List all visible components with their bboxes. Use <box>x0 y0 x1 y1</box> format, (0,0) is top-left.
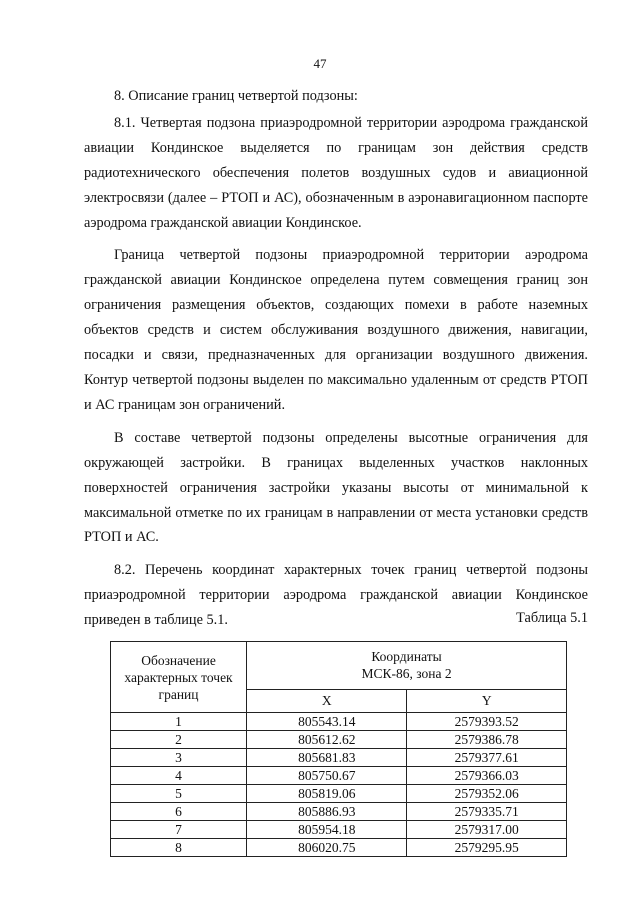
header-coordinates-title: Координаты <box>371 649 442 665</box>
cell-y: 2579393.52 <box>407 713 567 731</box>
cell-y: 2579377.61 <box>407 749 567 767</box>
cell-x: 805886.93 <box>247 803 407 821</box>
cell-x: 805681.83 <box>247 749 407 767</box>
cell-y: 2579295.95 <box>407 839 567 857</box>
cell-point-number: 7 <box>111 821 247 839</box>
cell-y: 2579317.00 <box>407 821 567 839</box>
paragraph-8-2: 8.2. Перечень координат характерных точек границ четвертой подзоны приаэродромной территории аэродрома гражданской авиации Кондинское приведен в таблице 5.1. <box>84 562 588 629</box>
header-y: Y <box>407 689 567 712</box>
cell-y: 2579386.78 <box>407 731 567 749</box>
table-row <box>111 785 567 803</box>
cell-x: 805819.06 <box>247 785 407 803</box>
table-caption: Таблица 5.1 <box>516 610 588 626</box>
cell-x: 806020.75 <box>247 839 407 857</box>
page-number: 47 <box>313 56 327 71</box>
header-point-designation: Обозначение характерных точек границ <box>111 642 247 713</box>
table-row <box>111 713 567 731</box>
cell-y: 2579335.71 <box>407 803 567 821</box>
cell-x: 805954.18 <box>247 821 407 839</box>
cell-x: 805750.67 <box>247 767 407 785</box>
cell-y: 2579352.06 <box>407 785 567 803</box>
cell-x: 805543.14 <box>247 713 407 731</box>
cell-point-number: 1 <box>111 713 247 731</box>
table-row <box>111 803 567 821</box>
table-row <box>111 731 567 749</box>
cell-point-number: 8 <box>111 839 247 857</box>
header-coordinates <box>247 642 567 690</box>
header-coordinate-system: МСК-86, зона 2 <box>361 666 452 682</box>
paragraph-8-1: 8.1. Четвертая подзона приаэродромной территории аэродрома гражданской авиации Кондинское выделяется по границам зон действия средств радиотехнического обеспечения полетов воздушных судов и авиационной электросвязи (далее – РТОП и АС), обозначенным в аэронавигационном паспорте аэродрома гражданской авиации Кондинское. <box>84 114 588 231</box>
cell-y: 2579366.03 <box>407 767 567 785</box>
cell-point-number: 4 <box>111 767 247 785</box>
table-row <box>111 767 567 785</box>
document-body <box>84 84 588 633</box>
coordinates-table <box>110 641 567 857</box>
paragraph-boundary: Граница четвертой подзоны приаэродромной территории аэродрома гражданской авиации Кондинское определена путем совмещения границ зон ограничения размещения объектов, создающих помехи в работе наземных объектов средств и систем обслуживания воздушного движения, навигации, посадки и связи, предназначенных для организации воздушного движения. Контур четвертой подзоны выделен по максимально удаленным от средств РТОП и АС границам зон ограничений. <box>84 247 588 413</box>
cell-point-number: 2 <box>111 731 247 749</box>
cell-point-number: 6 <box>111 803 247 821</box>
cell-x: 805612.62 <box>247 731 407 749</box>
coordinates-table-wrapper <box>110 641 567 857</box>
table-row <box>111 821 567 839</box>
cell-point-number: 5 <box>111 785 247 803</box>
cell-point-number: 3 <box>111 749 247 767</box>
table-row <box>111 749 567 767</box>
header-x: X <box>247 689 407 712</box>
section-title: 8. Описание границ четвертой подзоны: <box>114 88 358 104</box>
paragraph-height-limits: В составе четвертой подзоны определены высотные ограничения для окружающей застройки. В границах выделенных участков наклонных поверхностей ограничения застройки указаны высоты от минимальной к максимальной отметке по их границам в направлении от места установки средств РТОП и АС. <box>84 429 588 546</box>
table-row <box>111 839 567 857</box>
